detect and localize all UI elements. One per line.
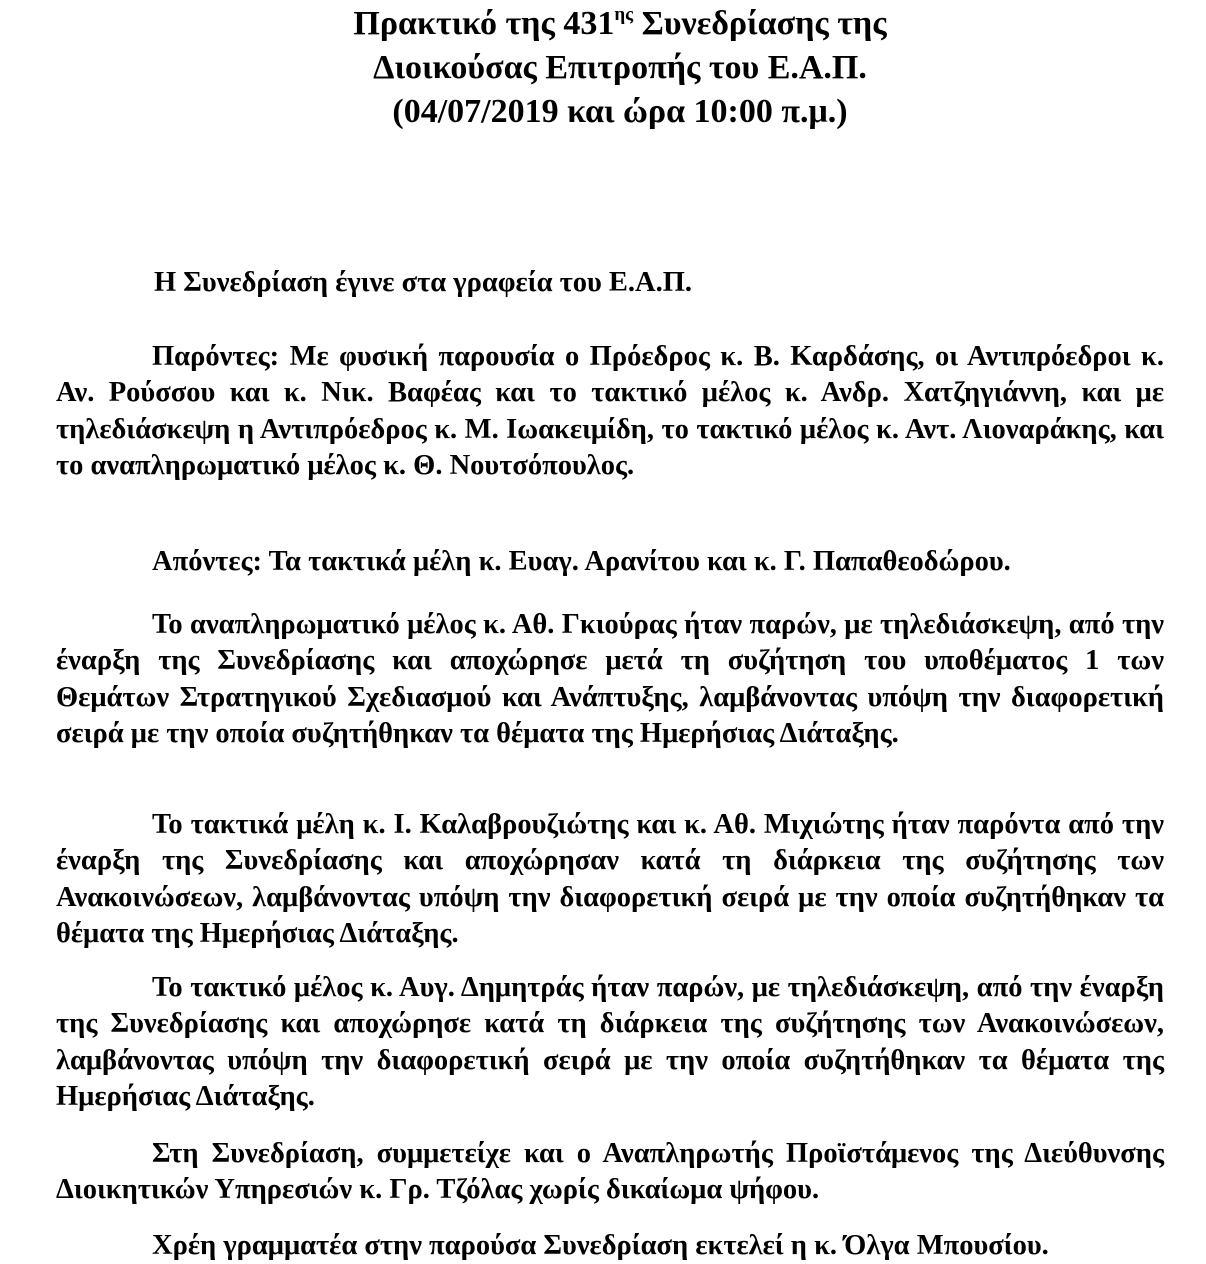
attendees-absent-paragraph: Απόντες: Τα τακτικά μέλη κ. Ευαγ. Αρανίτου και κ. Γ. Παπαθεοδώρου. [56,544,1164,581]
deputy-director-paragraph: Στη Συνεδρίαση, συμμετείχε και ο Αναπληρωτής Προϊστάμενος της Διεύθυνσης Διοικητικών Υπηρεσιών κ. Γρ. Τζόλας χωρίς δικαίωμα ψήφου. [56,1136,1164,1209]
regular-members-departure-paragraph: Το τακτικά μέλη κ. Ι. Καλαβρουζιώτης και κ. Αθ. Μιχιώτης ήταν παρόντα από την έναρξη της Συνεδρίασης και αποχώρησαν κατά τη διάρκεια της συζήτησης των Ανακοινώσεων, λαμβάνοντας υπόψη την διαφορετική σειρά με την οποία συζητήθηκαν τα θέματα της Ημερήσιας Διάταξης. [56,807,1164,953]
title-line-1 [0,2,1206,46]
meeting-location-paragraph: Η Συνεδρίαση έγινε στα γραφεία του Ε.Α.Π. [56,265,1164,302]
alternate-member-paragraph: Το αναπληρωματικό μέλος κ. Αθ. Γκιούρας ήταν παρών, με τηλεδιάσκεψη, από την έναρξη της Συνεδρίασης και αποχώρησε μετά τη συζήτηση του υποθέματος 1 των Θεμάτων Στρατηγικού Σχεδιασμού και Ανάπτυξης, λαμβάνοντας υπόψη την διαφορετική σειρά με την οποία συζητήθηκαν τα θέματα της Ημερήσιας Διάταξης. [56,607,1164,753]
attendees-present-paragraph: Παρόντες: Με φυσική παρουσία ο Πρόεδρος κ. Β. Καρδάσης, οι Αντιπρόεδροι κ. Αν. Ρούσσου και κ. Νικ. Βαφέας και το τακτικό μέλος κ. Ανδρ. Χατζηγιάννη, και με τηλεδιάσκεψη η Αντιπρόεδρος κ. Μ. Ιωακειμίδη, το τακτικό μέλος κ. Αντ. Λιοναράκης, και το αναπληρωματικό μέλος κ. Θ. Νουτσόπουλος. [56,339,1164,485]
title-line-1-suffix: Συνεδρίασης της [633,5,886,42]
regular-member-departure-paragraph: Το τακτικό μέλος κ. Αυγ. Δημητράς ήταν παρών, με τηλεδιάσκεψη, από την έναρξη της Συνεδρίασης και αποχώρησε κατά τη διάρκεια της συζήτησης των Ανακοινώσεων, λαμβάνοντας υπόψη την διαφορετική σειρά με την οποία συζητήθηκαν τα θέματα της Ημερήσιας Διάταξης. [56,970,1164,1116]
title-line-1-prefix: Πρακτικό της 431 [353,5,614,42]
secretary-paragraph: Χρέη γραμματέα στην παρούσα Συνεδρίαση εκτελεί η κ. Όλγα Μπουσίου. [56,1228,1164,1264]
title-line-2: Διοικούσας Επιτροπής του Ε.Α.Π. [0,46,1206,90]
title-ordinal-suffix: ης [614,4,633,25]
document-title [0,2,1206,134]
title-line-3-date: (04/07/2019 και ώρα 10:00 π.μ.) [0,90,1206,134]
